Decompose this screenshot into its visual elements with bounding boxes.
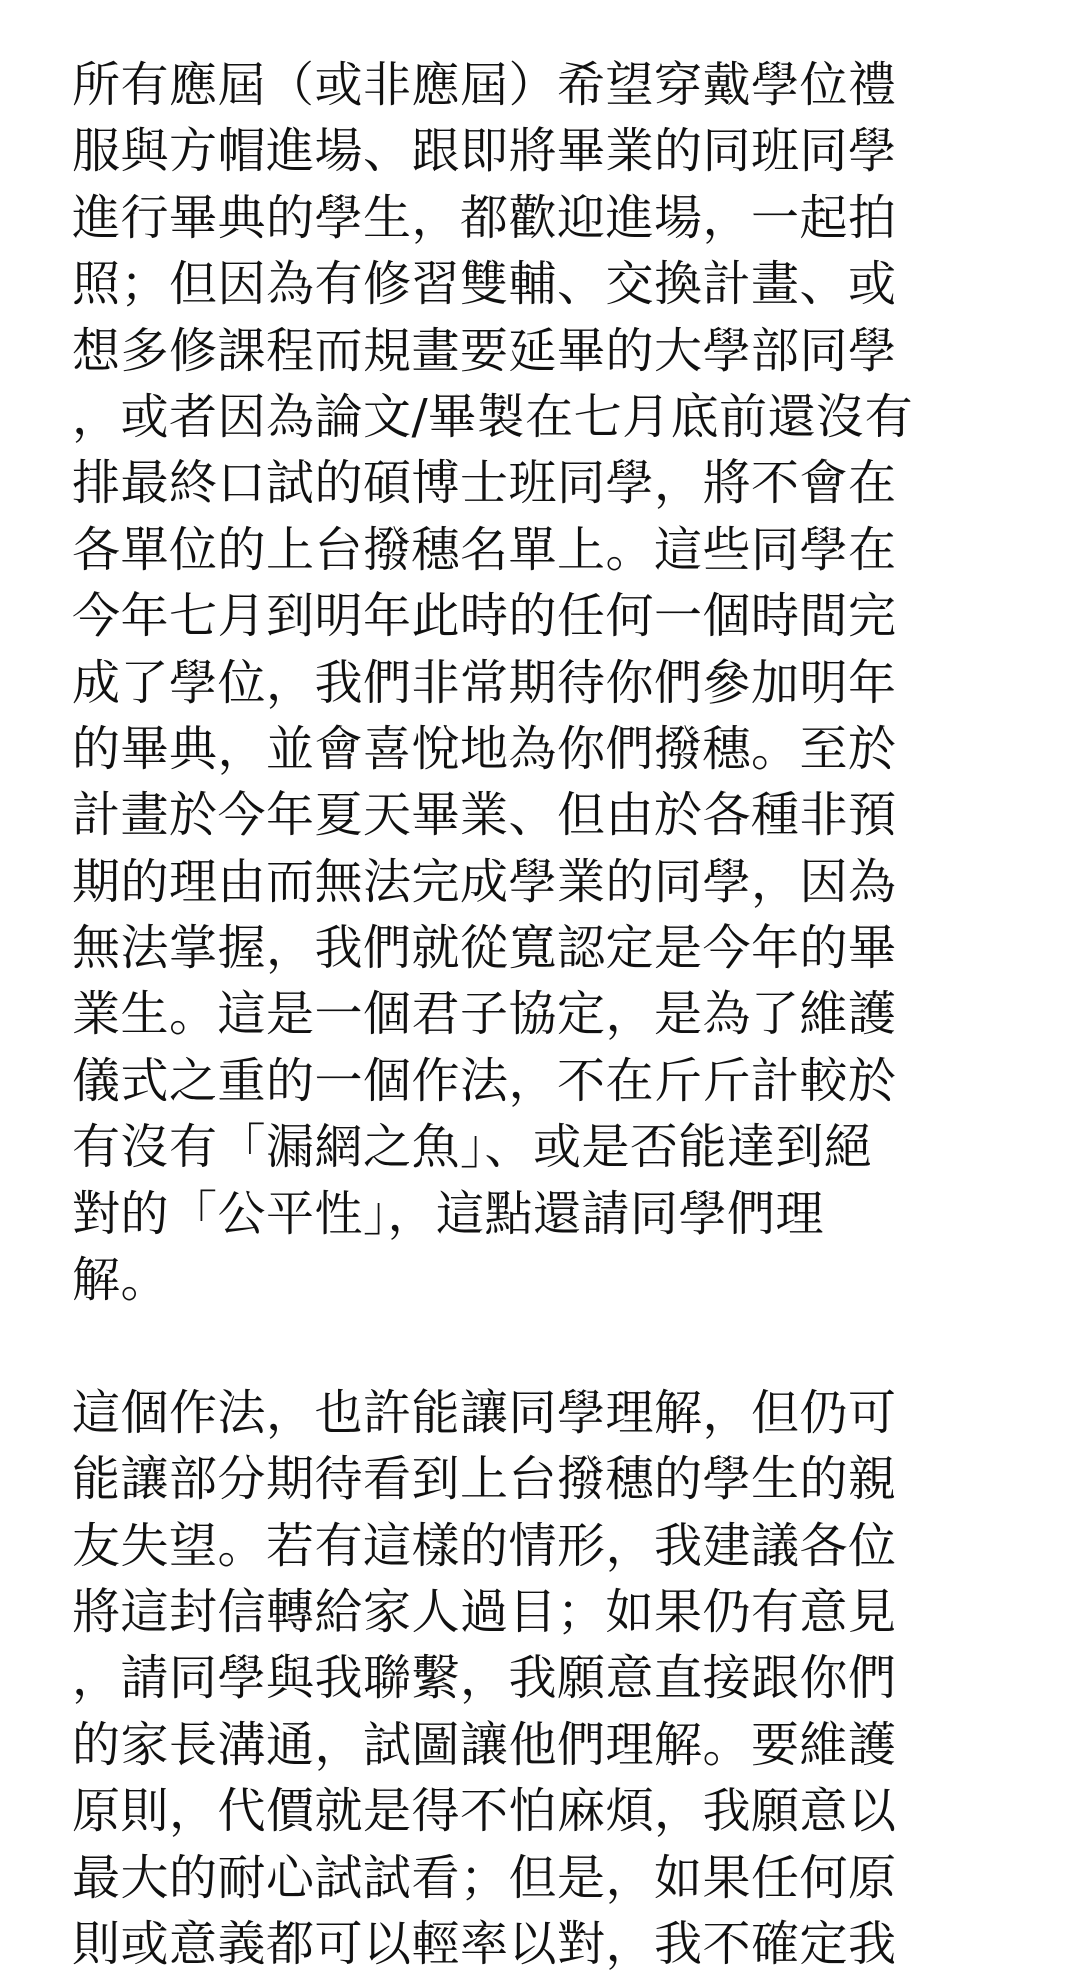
text-line: 將這封信轉給家人過目；如果仍有意見 [72, 1583, 897, 1640]
text-line: 各單位的上台撥穗名單上。這些同學在 [72, 521, 897, 578]
text-line: 期的理由而無法完成學業的同學，因為 [72, 853, 897, 910]
text-line: 對的「公平性」，這點還請同學們理 [72, 1185, 825, 1242]
paragraph-spacer [72, 1313, 1032, 1379]
text-line: 進行畢典的學生，都歡迎進場，一起拍 [72, 189, 897, 246]
text-line: 排最終口試的碩博士班同學，將不會在 [72, 455, 897, 512]
text-line: 友失望。若有這樣的情形，我建議各位 [72, 1517, 897, 1574]
text-line: 計畫於今年夏天畢業、但由於各種非預 [72, 787, 897, 844]
text-line: 原則，代價就是得不怕麻煩，我願意以 [72, 1783, 897, 1840]
text-line: 有沒有「漏網之魚」、或是否能達到絕 [72, 1119, 873, 1176]
text-line: 儀式之重的一個作法，不在斤斤計較於 [72, 1052, 897, 1109]
text-line: 無法掌握，我們就從寬認定是今年的畢 [72, 920, 897, 977]
text-line: 服與方帽進場、跟即將畢業的同班同學 [72, 123, 897, 180]
text-line: 能讓部分期待看到上台撥穗的學生的親 [72, 1451, 897, 1508]
text-line: 最大的耐心試試看；但是，如果任何原 [72, 1849, 897, 1906]
text-line: 想多修課程而規畫要延畢的大學部同學 [72, 322, 897, 379]
text-line: 業生。這是一個君子協定，是為了維護 [72, 986, 897, 1043]
text-line: ，或者因為論文/畢製在七月底前還沒有 [72, 388, 914, 445]
text-line: 解。 [72, 1252, 170, 1309]
paragraph-1 [72, 52, 1032, 1313]
text-line: 這個作法，也許能讓同學理解，但仍可 [72, 1384, 897, 1441]
text-line: ，請同學與我聯繫，我願意直接跟你們 [72, 1650, 897, 1707]
article-body [72, 52, 1032, 1977]
text-line: 的畢典，並會喜悅地為你們撥穗。至於 [72, 720, 897, 777]
text-line: 今年七月到明年此時的任何一個時間完 [72, 588, 897, 645]
text-line: 所有應屆（或非應屆）希望穿戴學位禮 [72, 57, 897, 113]
text-line: 照；但因為有修習雙輔、交換計畫、或 [72, 256, 897, 313]
text-line: 成了學位，我們非常期待你們參加明年 [72, 654, 897, 711]
paragraph-2 [72, 1380, 1032, 1977]
text-line: 則或意義都可以輕率以對，我不確定我 [72, 1915, 897, 1972]
text-line: 的家長溝通，試圖讓他們理解。要維護 [72, 1716, 897, 1773]
